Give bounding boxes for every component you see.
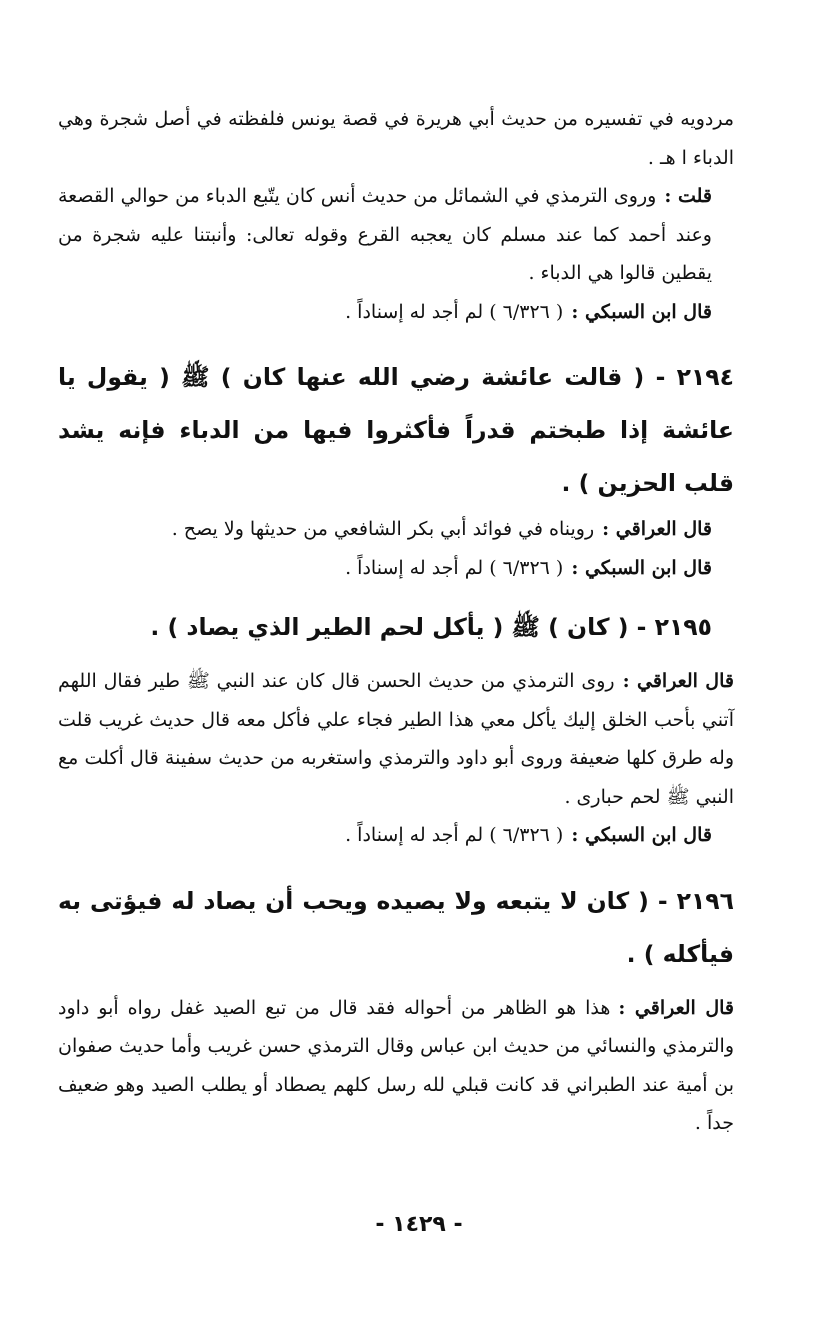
iraqi-label: قال العراقي : (622, 670, 734, 692)
subki-text: ( ٦/٣٢٦ ) لم أجد له إسناداً . (345, 556, 564, 579)
subki-text: ( ٦/٣٢٦ ) لم أجد له إسناداً . (345, 300, 564, 323)
subki-comment-1 (58, 293, 734, 332)
iraqi-text: روى الترمذي من حديث الحسن قال كان عند النبي ﷺ طير فقال اللهم آتني بأحب الخلق إليك يأكل معي هذا الطير فجاء علي فأكل معه قال حديث غريب قلت وله طرق كلها ضعيفة وروى أبو داود والترمذي واستغربه من حديث سفينة قال أكلت مع النبي ﷺ لحم حبارى . (58, 670, 734, 808)
subki-comment-2194 (58, 549, 734, 588)
spacer (58, 331, 734, 351)
iraqi-label: قال العراقي : (618, 996, 735, 1019)
subki-label: قال ابن السبكي : (571, 556, 712, 579)
paragraph-qultu (58, 177, 734, 293)
spacer (58, 654, 734, 662)
hadith-2194: ٢١٩٤ - ( قالت عائشة رضي الله عنها كان ) ﷺ ( يقول يا عائشة إذا طبختم قدراً فأكثروا فيها من الدباء فإنه يشد قلب الحزين ) . (58, 363, 734, 497)
qultu-label: قلت : (664, 185, 712, 207)
hadith-2196: ٢١٩٦ - ( كان لا يتبعه ولا يصيده ويحب أن يصاد له فيؤتى به فيأكله ) . (58, 886, 734, 968)
iraqi-text: هذا هو الظاهر من أحواله فقد قال من تبع الصيد غفل رواه أبو داود والترمذي والنسائي من حديث ابن عباس وقال الترمذي حسن غريب وأما حديث صفوان بن أمية عند الطبراني قد كانت قبلي لله رسل كلهم يصطاد أو يطلب الصيد وهو ضعيف جداً . (58, 996, 734, 1134)
hadith-2195: ٢١٩٥ - ( كان ) ﷺ ( يأكل لحم الطير الذي يصاد ) . (150, 613, 712, 641)
iraqi-comment-2195 (58, 662, 734, 816)
page-number: - ١٤٢٩ - (375, 1212, 463, 1237)
iraqi-label: قال العراقي : (602, 518, 712, 540)
iraqi-comment-2194 (58, 510, 734, 549)
qultu-text: وروى الترمذي في الشمائل من حديث أنس كان يتّبع الدباء من حوالي القصعة وعند أحمد كما عند مسلم كان يعجبه القرع وقوله تعالى: وأنبتنا عليه شجرة من يقطين قالوا هي الدباء . (58, 185, 712, 284)
spacer (58, 855, 734, 875)
iraqi-comment-2196 (58, 989, 734, 1143)
subki-comment-2195 (58, 816, 734, 855)
paragraph-text: مردويه في تفسيره من حديث أبي هريرة في قصة يونس فلفظته في أصل شجرة وهي الدباء ا هـ . (58, 108, 734, 169)
spacer (58, 587, 734, 601)
spacer (58, 981, 734, 989)
page-content (58, 100, 734, 1143)
iraqi-text: رويناه في فوائد أبي بكر الشافعي من حديثها ولا يصح . (171, 518, 595, 540)
paragraph-continuation (58, 100, 734, 177)
subki-text: ( ٦/٣٢٦ ) لم أجد له إسناداً . (345, 824, 564, 846)
subki-label: قال ابن السبكي : (571, 300, 712, 323)
subki-label: قال ابن السبكي : (571, 824, 712, 846)
